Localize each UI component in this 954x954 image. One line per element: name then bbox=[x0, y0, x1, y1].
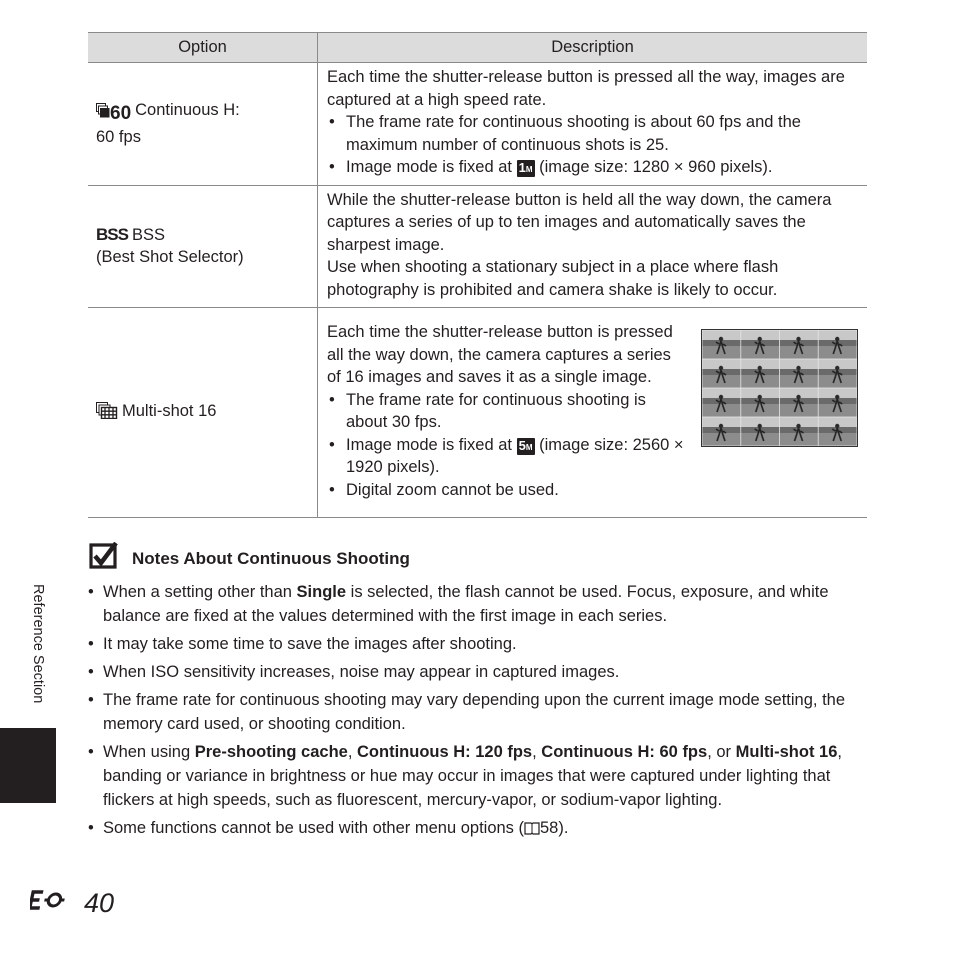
option-cell bbox=[88, 63, 318, 186]
option-label: Continuous H: bbox=[135, 101, 240, 120]
description-intro: Each time the shutter-release button is pressed all the way down, the camera captures a series of 16 images and saves it as a single image. bbox=[327, 323, 673, 386]
table-row bbox=[88, 308, 867, 518]
description-bullet: • Image mode is fixed at 1M (image size: 1280 × 960 pixels). bbox=[327, 156, 859, 179]
table-row bbox=[88, 185, 867, 308]
note-item: • When ISO sensitivity increases, noise may appear in captured images. bbox=[88, 660, 870, 684]
description-bullet: • The frame rate for continuous shooting is about 30 fps. bbox=[327, 389, 687, 434]
bss-icon: BSS bbox=[96, 224, 128, 244]
option-cell bbox=[88, 308, 318, 518]
note-item: • The frame rate for continuous shooting may vary depending upon the current image mode setting, the memory card used, or shooting condition. bbox=[88, 688, 870, 736]
table-row bbox=[88, 63, 867, 186]
description-bullet: • Digital zoom cannot be used. bbox=[327, 479, 687, 502]
image-mode-1m-icon: 1M bbox=[518, 160, 533, 175]
section-tab bbox=[0, 728, 56, 803]
description-intro: Each time the shutter-release button is pressed all the way, images are captured at a high speed rate. bbox=[327, 68, 845, 109]
side-section-label: Reference Section bbox=[30, 584, 46, 704]
note-item: • It may take some time to save the images after shooting. bbox=[88, 632, 870, 656]
check-mark-icon bbox=[88, 542, 118, 575]
option-label: Multi-shot 16 bbox=[122, 401, 217, 420]
table-header-row bbox=[88, 33, 867, 63]
option-label-2: 60 fps bbox=[96, 127, 141, 146]
description-bullet: • Image mode is fixed at 5M (image size: 2560 × 1920 pixels). bbox=[327, 434, 687, 479]
header-option: Option bbox=[88, 33, 318, 63]
note-item: • Some functions cannot be used with other menu options ( 58). bbox=[88, 816, 870, 840]
note-item: • When using Pre-shooting cache, Continuous H: 120 fps, Continuous H: 60 fps, or Multi-shot 16, banding or variance in brightness or hue may occur in images that were captured under lighting that flickers at high speeds, such as fluorescent, mercury-vapor, or sodium-vapor lighting. bbox=[88, 740, 870, 812]
option-label: BSS bbox=[131, 225, 165, 244]
header-description: Description bbox=[318, 33, 868, 63]
options-table bbox=[88, 32, 867, 518]
note-item: • When a setting other than Single is selected, the flash cannot be used. Focus, exposure, and white balance are fixed at the values determined with the first image in each series. bbox=[88, 580, 870, 628]
description-cell bbox=[318, 185, 868, 308]
page-number bbox=[30, 888, 114, 919]
description-cell bbox=[318, 308, 868, 518]
notes-heading bbox=[88, 542, 410, 575]
option-cell bbox=[88, 185, 318, 308]
notes-list bbox=[88, 580, 870, 844]
image-mode-5m-icon: 5M bbox=[518, 437, 533, 453]
multi-shot-16-icon bbox=[96, 402, 118, 426]
multi-shot-sample-image bbox=[701, 329, 858, 447]
e-section-icon bbox=[30, 888, 82, 919]
book-ref-icon bbox=[524, 819, 540, 837]
description-bullet: • The frame rate for continuous shooting is about 60 fps and the maximum number of continuous shots is 25. bbox=[327, 111, 859, 156]
option-label-2: (Best Shot Selector) bbox=[96, 248, 244, 267]
description-cell bbox=[318, 63, 868, 186]
notes-title: Notes About Continuous Shooting bbox=[132, 548, 410, 568]
page-number-value: 40 bbox=[84, 888, 115, 918]
description-paragraph: Use when shooting a stationary subject in a place where flash photography is prohibited and camera shake is likely to occur. bbox=[327, 258, 779, 299]
description-paragraph: While the shutter-release button is held all the way down, the camera captures a series of up to ten images and automatically saves the sharpest image. bbox=[327, 190, 832, 254]
continuous-h-60-icon: 60 bbox=[96, 102, 131, 126]
